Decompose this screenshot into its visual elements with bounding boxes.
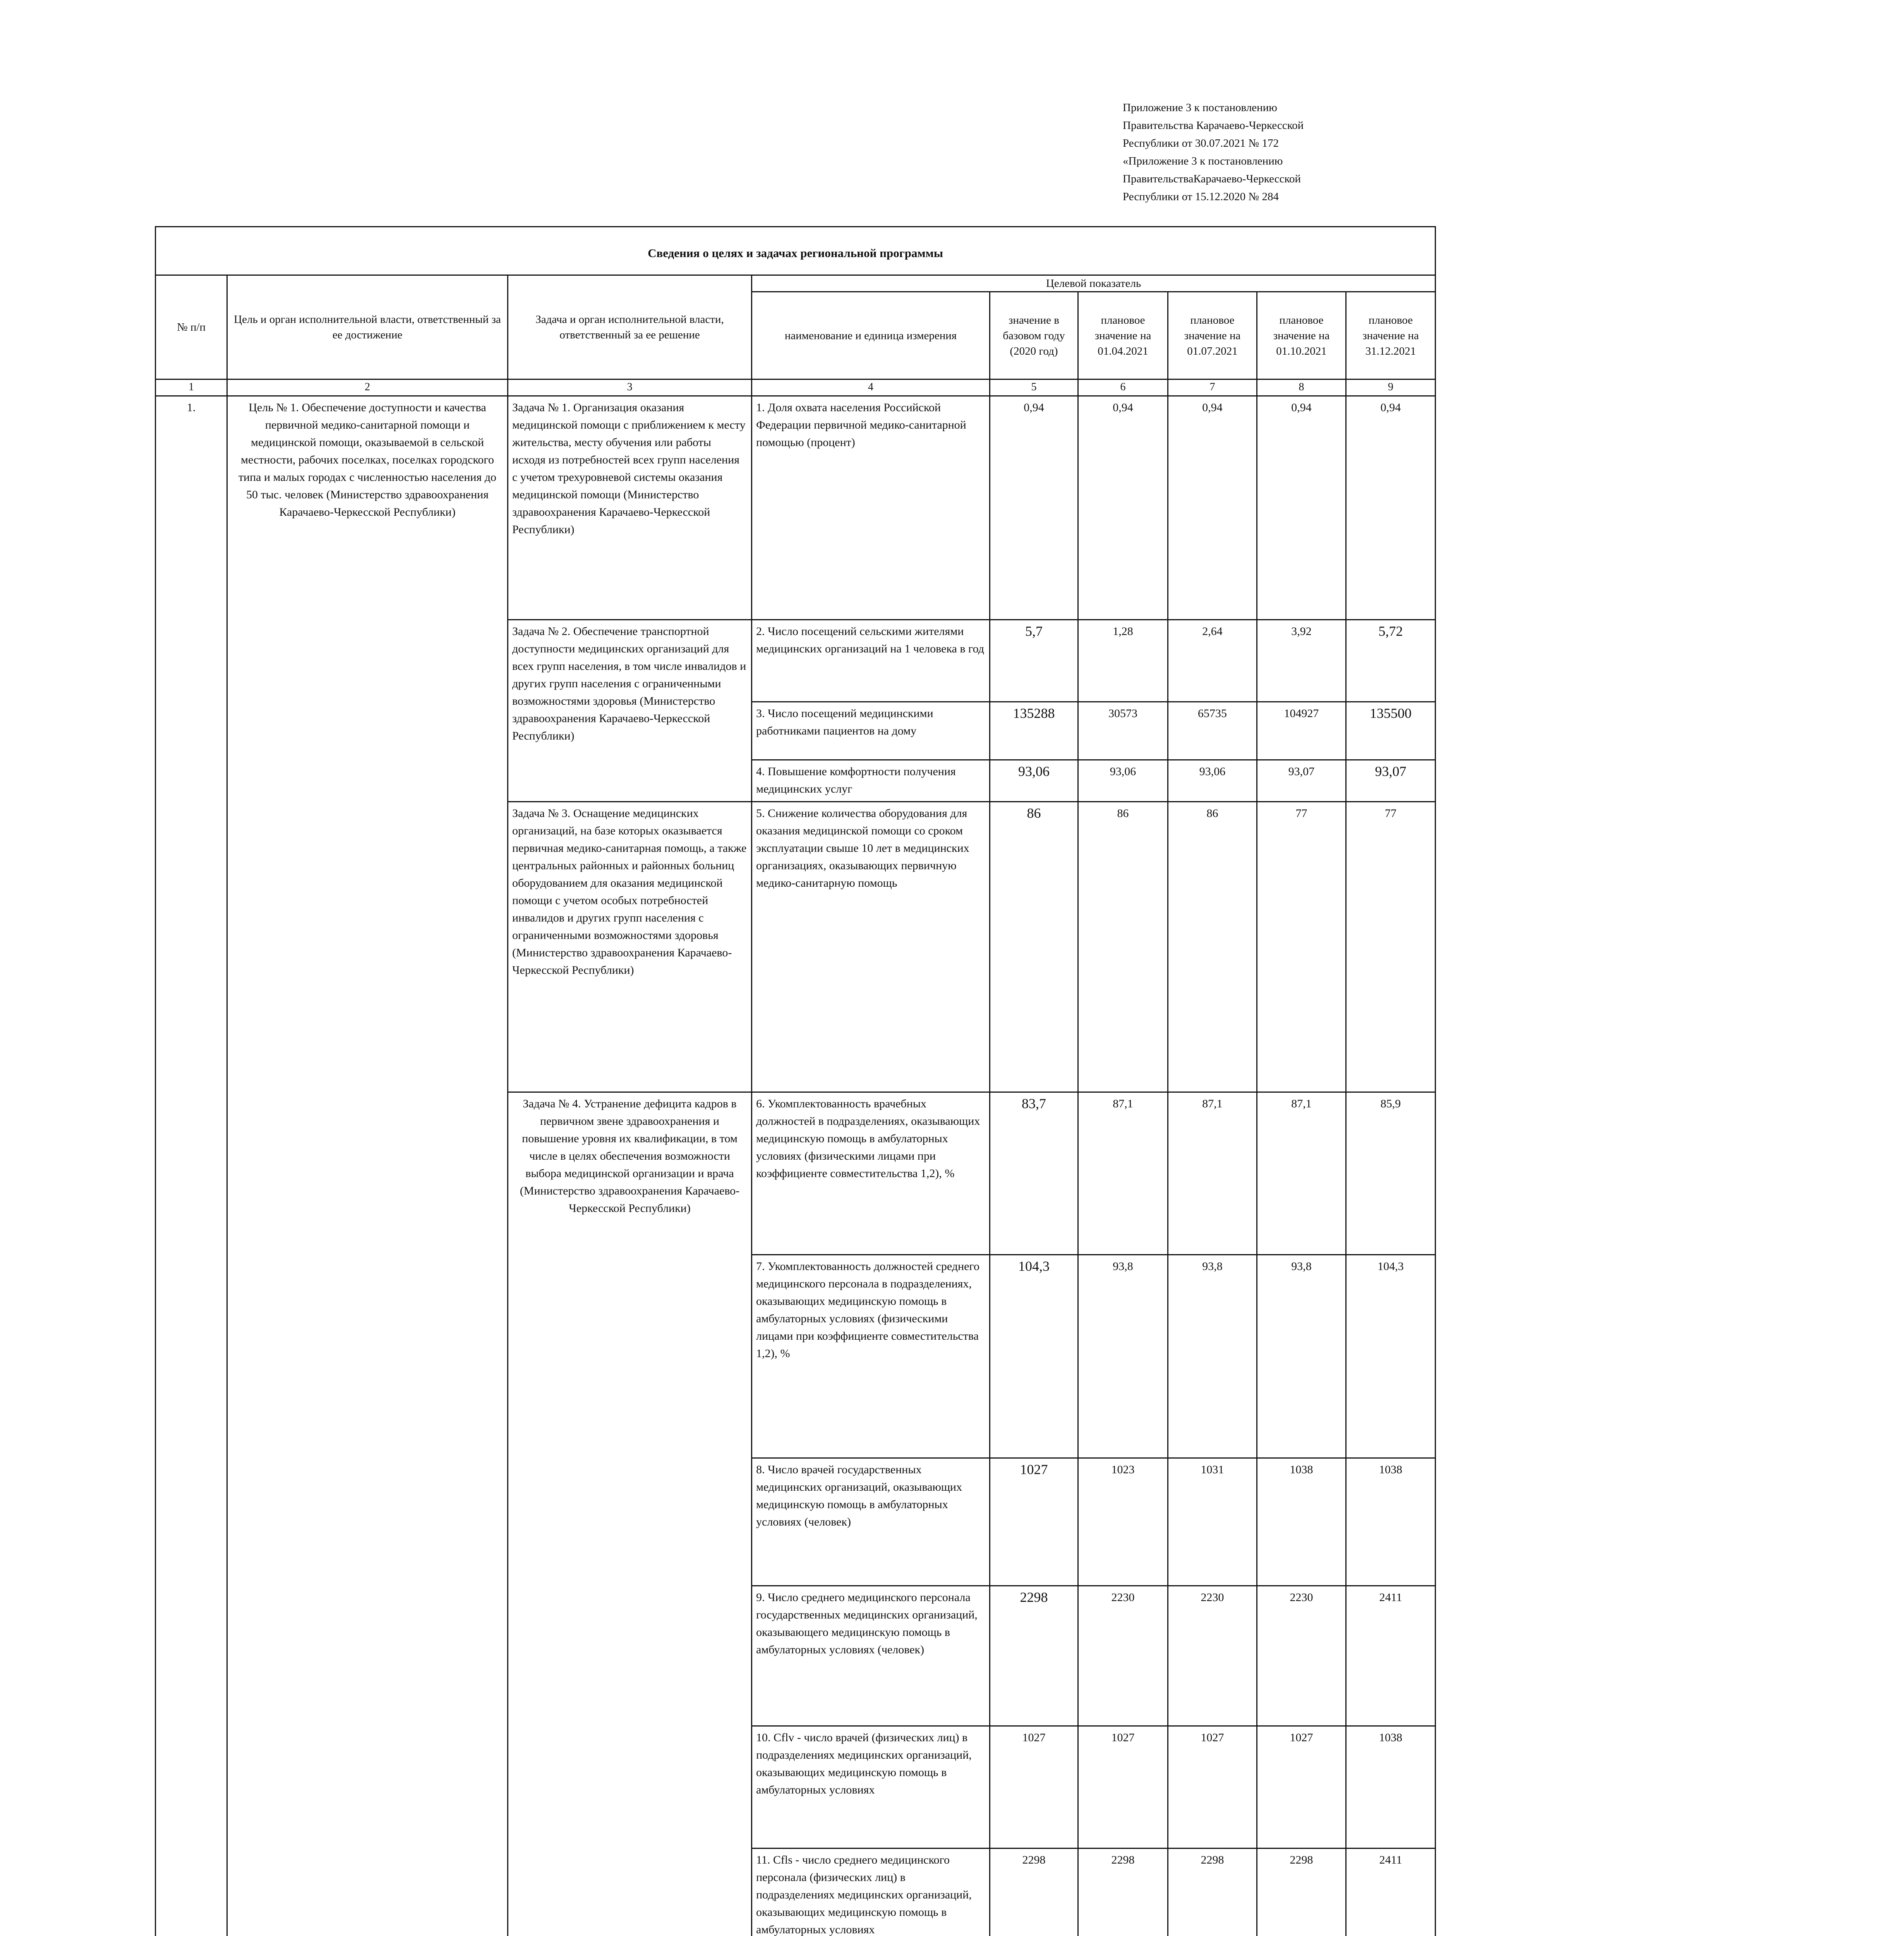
- indicator-plan-value: 2411: [1346, 1586, 1436, 1726]
- indicator-plan-value: 93,8: [1257, 1255, 1346, 1458]
- task-cell: Задача № 4. Устранение дефицита кадров в первичном звене здравоохранения и повышение уровня их квалификации, в том числе в целях обеспечения возможности выбора медицинской организации и врача (Министерство здравоохранения Карачаево-Черкесской Республики): [508, 1092, 752, 1936]
- indicator-plan-value: 85,9: [1346, 1092, 1436, 1255]
- header-note-line: Республики от 15.12.2020 № 284: [1123, 191, 1279, 203]
- col-header-plan-q2: плановое значение на 01.07.2021: [1168, 292, 1257, 379]
- column-index: 7: [1168, 379, 1257, 396]
- indicator-plan-value: 93,8: [1168, 1255, 1257, 1458]
- column-index: 4: [752, 379, 990, 396]
- header-row-1: [156, 275, 1436, 292]
- goal-cell: Цель № 1. Обеспечение доступности и качества первичной медико-санитарной помощи и медицинской помощи, оказываемой в сельской местности, рабочих поселках, поселках городского типа и малых городах с численностью населения до 50 тыс. человек (Министерство здравоохранения Карачаево-Черкесской Республики): [227, 396, 508, 1936]
- col-header-target: Целевой показатель: [752, 275, 1436, 292]
- indicator-plan-value: 2298: [1168, 1848, 1257, 1936]
- header-note-line: Республики от 30.07.2021 № 172: [1123, 137, 1279, 149]
- indicator-name: 3. Число посещений медицинскими работниками пациентов на дому: [752, 702, 990, 760]
- row-number: 1.: [156, 396, 227, 1936]
- col-header-num: № п/п: [156, 275, 227, 379]
- indicator-base-value: 135288: [990, 702, 1078, 760]
- indicator-plan-value: 30573: [1078, 702, 1168, 760]
- col-header-goal: Цель и орган исполнительной власти, ответственный за ее достижение: [227, 275, 508, 379]
- indicator-name: 4. Повышение комфортности получения медицинских услуг: [752, 760, 990, 802]
- indicator-base-value: 1027: [990, 1458, 1078, 1586]
- indicator-plan-value: 1027: [1257, 1726, 1346, 1848]
- task-cell: Задача № 3. Оснащение медицинских организаций, на базе которых оказывается первичная медико-санитарная помощь, а также центральных районных и районных больниц оборудованием для оказания медицинской помощи с учетом особых потребностей инвалидов и других групп населения с ограниченными возможностями здоровья (Министерство здравоохранения Карачаево-Черкесской Республики): [508, 802, 752, 1092]
- column-index: 5: [990, 379, 1078, 396]
- column-index-row: [156, 379, 1436, 396]
- indicator-plan-value: 93,07: [1257, 760, 1346, 802]
- indicator-base-value: 83,7: [990, 1092, 1078, 1255]
- indicator-base-value: 86: [990, 802, 1078, 1092]
- indicator-plan-value: 77: [1346, 802, 1436, 1092]
- indicator-base-value: 5,7: [990, 620, 1078, 702]
- indicator-plan-value: 87,1: [1078, 1092, 1168, 1255]
- column-index: 9: [1346, 379, 1436, 396]
- indicator-plan-value: 1038: [1346, 1726, 1436, 1848]
- header-note-line: «Приложение 3 к постановлению: [1123, 155, 1283, 167]
- indicator-base-value: 93,06: [990, 760, 1078, 802]
- indicator-plan-value: 2230: [1078, 1586, 1168, 1726]
- indicator-plan-value: 1027: [1168, 1726, 1257, 1848]
- col-header-plan-q3: плановое значение на 01.10.2021: [1257, 292, 1346, 379]
- indicator-base-value: 2298: [990, 1848, 1078, 1936]
- indicator-plan-value: 104,3: [1346, 1255, 1436, 1458]
- indicator-base-value: 1027: [990, 1726, 1078, 1848]
- indicator-plan-value: 0,94: [1168, 396, 1257, 620]
- indicator-plan-value: 2298: [1257, 1848, 1346, 1936]
- indicator-name: 2. Число посещений сельскими жителями медицинских организаций на 1 человека в год: [752, 620, 990, 702]
- indicator-base-value: 104,3: [990, 1255, 1078, 1458]
- indicator-name: 6. Укомплектованность врачебных должностей в подразделениях, оказывающих медицинскую помощь в амбулаторных условиях (физическими лицами при коэффициенте совместительства 1,2), %: [752, 1092, 990, 1255]
- indicator-plan-value: 77: [1257, 802, 1346, 1092]
- indicator-plan-value: 1038: [1257, 1458, 1346, 1586]
- column-index: 1: [156, 379, 227, 396]
- indicator-plan-value: 2411: [1346, 1848, 1436, 1936]
- indicator-plan-value: 0,94: [1257, 396, 1346, 620]
- col-header-plan-q4: плановое значение на 31.12.2021: [1346, 292, 1436, 379]
- indicator-plan-value: 93,06: [1078, 760, 1168, 802]
- indicator-plan-value: 104927: [1257, 702, 1346, 760]
- indicator-plan-value: 86: [1078, 802, 1168, 1092]
- column-index: 6: [1078, 379, 1168, 396]
- indicator-plan-value: 93,8: [1078, 1255, 1168, 1458]
- header-note-line: Приложение 3 к постановлению: [1123, 101, 1277, 114]
- task-cell: Задача № 2. Обеспечение транспортной доступности медицинских организаций для всех групп населения, в том числе инвалидов и других групп населения с ограниченными возможностями здоровья (Министерство здравоохранения Карачаево-Черкесской Республики): [508, 620, 752, 802]
- col-header-base: значение в базовом году (2020 год): [990, 292, 1078, 379]
- header-note: [1123, 99, 1510, 206]
- indicator-name: 5. Снижение количества оборудования для оказания медицинской помощи со сроком эксплуатации свыше 10 лет в медицинских организациях, оказывающих первичную медико-санитарную помощь: [752, 802, 990, 1092]
- col-header-task: Задача и орган исполнительной власти, ответственный за ее решение: [508, 275, 752, 379]
- indicator-name: 9. Число среднего медицинского персонала государственных медицинских организаций, оказывающего медицинскую помощь в амбулаторных условиях (человек): [752, 1586, 990, 1726]
- indicator-name: 10. Cflv - число врачей (физических лиц) в подразделениях медицинских организаций, оказывающих медицинскую помощь в амбулаторных условиях: [752, 1726, 990, 1848]
- indicator-name: 1. Доля охвата населения Российской Федерации первичной медико-санитарной помощью (процент): [752, 396, 990, 620]
- column-index: 8: [1257, 379, 1346, 396]
- indicator-plan-value: 0,94: [1346, 396, 1436, 620]
- indicator-plan-value: 2230: [1257, 1586, 1346, 1726]
- goals-table: [155, 226, 1436, 1936]
- header-note-line: ПравительстваКарачаево-Черкесской: [1123, 173, 1301, 185]
- indicator-base-value: 2298: [990, 1586, 1078, 1726]
- indicator-plan-value: 1,28: [1078, 620, 1168, 702]
- indicator-plan-value: 3,92: [1257, 620, 1346, 702]
- indicator-plan-value: 1038: [1346, 1458, 1436, 1586]
- indicator-name: 8. Число врачей государственных медицинских организаций, оказывающих медицинскую помощь в амбулаторных условиях (человек): [752, 1458, 990, 1586]
- indicator-plan-value: 2,64: [1168, 620, 1257, 702]
- column-index: 2: [227, 379, 508, 396]
- indicator-plan-value: 135500: [1346, 702, 1436, 760]
- indicator-plan-value: 93,06: [1168, 760, 1257, 802]
- indicator-plan-value: 93,07: [1346, 760, 1436, 802]
- task-cell: Задача № 1. Организация оказания медицинской помощи с приближением к месту жительства, месту обучения или работы исходя из потребностей всех групп населения с учетом трехуровневой системы оказания медицинской помощи (Министерство здравоохранения Карачаево-Черкесской Республики): [508, 396, 752, 620]
- header-note-line: Правительства Карачаево-Черкесской: [1123, 119, 1304, 132]
- indicator-plan-value: 1023: [1078, 1458, 1168, 1586]
- indicator-plan-value: 5,72: [1346, 620, 1436, 702]
- indicator-plan-value: 2230: [1168, 1586, 1257, 1726]
- col-header-plan-q1: плановое значение на 01.04.2021: [1078, 292, 1168, 379]
- table-row: [156, 396, 1436, 620]
- indicator-plan-value: 2298: [1078, 1848, 1168, 1936]
- indicator-plan-value: 1027: [1078, 1726, 1168, 1848]
- indicator-plan-value: 87,1: [1257, 1092, 1346, 1255]
- indicator-plan-value: 86: [1168, 802, 1257, 1092]
- indicator-name: 7. Укомплектованность должностей среднего медицинского персонала в подразделениях, оказывающих медицинскую помощь в амбулаторных условиях (физическими лицами при коэффициенте совместительства 1,2), %: [752, 1255, 990, 1458]
- indicator-plan-value: 65735: [1168, 702, 1257, 760]
- col-header-name: наименование и единица измерения: [752, 292, 990, 379]
- table-title: Сведения о целях и задачах региональной программы: [156, 227, 1436, 275]
- indicator-plan-value: 87,1: [1168, 1092, 1257, 1255]
- indicator-base-value: 0,94: [990, 396, 1078, 620]
- indicator-plan-value: 0,94: [1078, 396, 1168, 620]
- title-row: [156, 227, 1436, 275]
- indicator-plan-value: 1031: [1168, 1458, 1257, 1586]
- indicator-name: 11. Cfls - число среднего медицинского персонала (физических лиц) в подразделениях медицинских организаций, оказывающих медицинскую помощь в амбулаторных условиях: [752, 1848, 990, 1936]
- column-index: 3: [508, 379, 752, 396]
